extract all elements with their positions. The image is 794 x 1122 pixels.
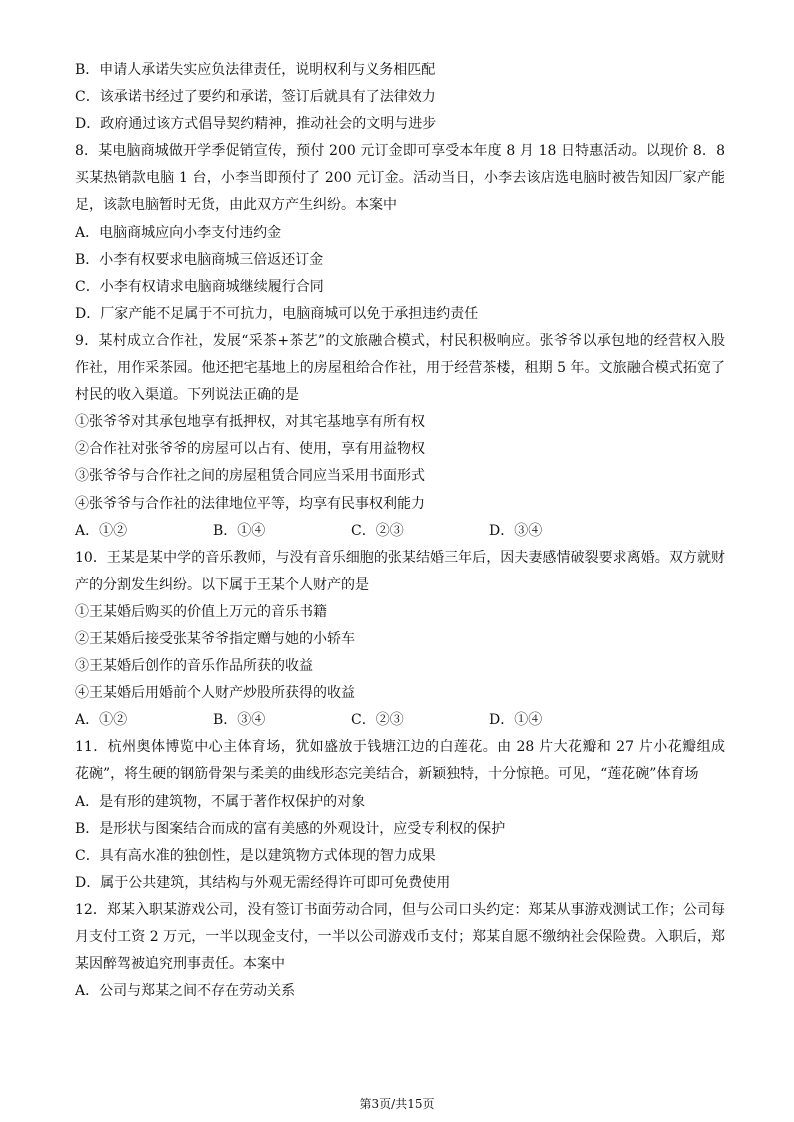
choice-a: A．①② xyxy=(75,522,128,539)
choice-b: B．③④ xyxy=(213,712,266,729)
choice-c: C．②③ xyxy=(351,712,404,729)
question-10-statement: ①王某婚后购买的价值上万元的音乐书籍 xyxy=(75,603,327,620)
question-12-option: A．公司与郑某之间不存在劳动关系 xyxy=(75,983,296,1000)
choice-b: B．①④ xyxy=(213,522,266,539)
question-9-choices xyxy=(75,518,725,545)
page-content xyxy=(75,57,725,1005)
page-number-footer: 第3页/共15页 xyxy=(359,1097,435,1111)
question-8-option: A．电脑商城应向小李支付违约金 xyxy=(75,224,282,241)
question-9-statement: ④张爷爷与合作社的法律地位平等，均享有民事权利能力 xyxy=(75,495,425,512)
question-8-option: C．小李有权请求电脑商城继续履行合同 xyxy=(75,278,324,295)
question-11-stem-line: 11．杭州奥体博览中心主体育场，犹如盛放于钱塘江边的白莲花。由 28 片大花瓣和 27 片小花瓣组成 xyxy=(75,739,725,756)
question-9-stem-line: 作社，用作采茶园。他还把宅基地上的房屋租给合作社，用于经营茶楼，租期 5 年。文旅融合模式拓宽了 xyxy=(75,360,725,377)
question-10-choices xyxy=(75,707,725,734)
question-11-option: D．属于公共建筑，其结构与外观无需经得许可即可免费使用 xyxy=(75,874,451,891)
question-10-statement: ②王某婚后接受张某爷爷指定赠与她的小轿车 xyxy=(75,630,355,647)
question-10-stem-line: 产的分割发生纠纷。以下属于王某个人财产的是 xyxy=(75,576,369,593)
choice-d: D．①④ xyxy=(489,712,543,729)
option-line: C．该承诺书经过了要约和承诺，签订后就具有了法律效力 xyxy=(75,89,436,106)
question-8-option: B．小李有权要求电脑商城三倍返还订金 xyxy=(75,251,324,268)
question-8-option: D．厂家产能不足属于不可抗力，电脑商城可以免于承担违约责任 xyxy=(75,305,479,322)
question-12-stem-line: 月支付工资 2 万元，一半以现金支付，一半以公司游戏币支付；郑某自愿不缴纳社会保险费。入职后，郑 xyxy=(75,929,725,945)
question-8-stem-line: 足，该款电脑暂时无货，由此双方产生纠纷。本案中 xyxy=(75,197,397,214)
question-9-statement: ③张爷爷与合作社之间的房屋租赁合同应当采用书面形式 xyxy=(75,468,425,485)
option-line: B．申请人承诺失实应负法律责任，说明权利与义务相匹配 xyxy=(75,62,436,78)
question-9-stem-line: 村民的收入渠道。下列说法正确的是 xyxy=(75,387,299,404)
question-8-stem-line: 买某热销款电脑 1 台，小李当即预付了 200 元订金。活动当日，小李去该店选电脑时被告知因厂家产能 xyxy=(75,170,725,187)
question-10-stem-line: 10．王某是某中学的音乐教师，与没有音乐细胞的张某结婚三年后，因夫妻感情破裂要求离婚。双方就财 xyxy=(75,549,725,566)
question-11-stem-line: 花碗”，将生硬的钢筋骨架与柔美的曲线形态完美结合，新颖独特，十分惊艳。可见，“莲花碗”体育场 xyxy=(75,766,699,783)
choice-c: C．②③ xyxy=(351,522,404,539)
question-9-stem-line: 9．某村成立合作社，发展“采茶+茶艺”的文旅融合模式，村民积极响应。张爷爷以承包地的经营权入股 xyxy=(75,332,725,349)
question-11-option: A．是有形的建筑物，不属于著作权保护的对象 xyxy=(75,793,366,810)
question-9-statement: ①张爷爷对其承包地享有抵押权，对其宅基地享有所有权 xyxy=(75,414,425,431)
choice-d: D．③④ xyxy=(489,522,543,539)
question-11-option: C．具有高水准的独创性，是以建筑物方式体现的智力成果 xyxy=(75,847,436,864)
question-10-statement: ③王某婚后创作的音乐作品所获的收益 xyxy=(75,658,313,675)
question-10-statement: ④王某婚后用婚前个人财产炒股所获得的收益 xyxy=(75,685,355,702)
question-11-option: B．是形状与图案结合而成的富有美感的外观设计，应受专利权的保护 xyxy=(75,820,506,837)
question-12-stem-line: 某因醉驾被追究刑事责任。本案中 xyxy=(75,956,285,973)
option-line: D．政府通过该方式倡导契约精神，推动社会的文明与进步 xyxy=(75,116,437,133)
question-12-stem-line: 12．郑某入职某游戏公司，没有签订书面劳动合同，但与公司口头约定：郑某从事游戏测试工作；公司每 xyxy=(75,901,725,918)
choice-a: A．①② xyxy=(75,712,128,729)
question-8-stem-line: 8．某电脑商城做开学季促销宣传，预付 200 元订金即可享受本年度 8 月 18 日特惠活动。以现价 8．8 xyxy=(75,143,725,160)
question-9-statement: ②合作社对张爷爷的房屋可以占有、使用，享有用益物权 xyxy=(75,441,425,458)
